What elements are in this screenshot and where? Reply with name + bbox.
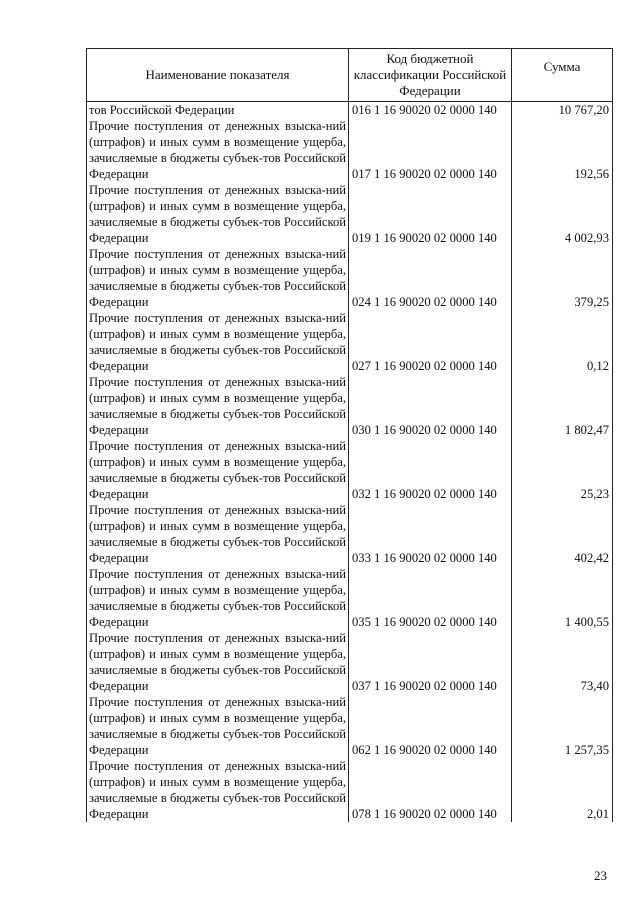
table-body (87, 102, 613, 823)
row-name: Прочие поступления от денежных взыска-ний (штрафов) и иных сумм в возмещение ущерба, зачисляемые в бюджеты субъек-тов Российской Федерации (87, 502, 349, 566)
row-code: 027 1 16 90020 02 0000 140 (349, 310, 512, 374)
table-row (87, 374, 613, 438)
page-number: 23 (594, 868, 607, 883)
row-code: 030 1 16 90020 02 0000 140 (349, 374, 512, 438)
row-code: 032 1 16 90020 02 0000 140 (349, 438, 512, 502)
table-row (87, 102, 613, 119)
row-name: Прочие поступления от денежных взыска-ний (штрафов) и иных сумм в возмещение ущерба, зачисляемые в бюджеты субъек-тов Российской Федерации (87, 310, 349, 374)
header-sum: Сумма (512, 49, 613, 102)
row-code: 024 1 16 90020 02 0000 140 (349, 246, 512, 310)
row-sum: 25,23 (512, 438, 613, 502)
row-code: 016 1 16 90020 02 0000 140 (349, 102, 512, 119)
row-sum: 402,42 (512, 502, 613, 566)
row-code: 033 1 16 90020 02 0000 140 (349, 502, 512, 566)
table-row (87, 630, 613, 694)
table-row (87, 246, 613, 310)
table-row (87, 566, 613, 630)
row-code: 017 1 16 90020 02 0000 140 (349, 118, 512, 182)
budget-table (86, 48, 613, 822)
table-row (87, 310, 613, 374)
row-name: Прочие поступления от денежных взыска-ний (штрафов) и иных сумм в возмещение ущерба, зачисляемые в бюджеты субъек-тов Российской Федерации (87, 758, 349, 822)
header-code: Код бюджетной классификации Российской Федерации (349, 49, 512, 102)
table-row (87, 694, 613, 758)
row-name: Прочие поступления от денежных взыска-ний (штрафов) и иных сумм в возмещение ущерба, зачисляемые в бюджеты субъек-тов Российской Федерации (87, 182, 349, 246)
row-sum: 192,56 (512, 118, 613, 182)
row-sum: 10 767,20 (512, 102, 613, 119)
table-row (87, 438, 613, 502)
row-name: тов Российской Федерации (87, 102, 349, 119)
row-name: Прочие поступления от денежных взыска-ний (штрафов) и иных сумм в возмещение ущерба, зачисляемые в бюджеты субъек-тов Российской Федерации (87, 694, 349, 758)
row-name: Прочие поступления от денежных взыска-ний (штрафов) и иных сумм в возмещение ущерба, зачисляемые в бюджеты субъек-тов Российской Федерации (87, 118, 349, 182)
table-row (87, 502, 613, 566)
row-code: 019 1 16 90020 02 0000 140 (349, 182, 512, 246)
row-name: Прочие поступления от денежных взыска-ний (штрафов) и иных сумм в возмещение ущерба, зачисляемые в бюджеты субъек-тов Российской Федерации (87, 566, 349, 630)
row-code: 078 1 16 90020 02 0000 140 (349, 758, 512, 822)
table-header (87, 49, 613, 102)
row-name: Прочие поступления от денежных взыска-ний (штрафов) и иных сумм в возмещение ущерба, зачисляемые в бюджеты субъек-тов Российской Федерации (87, 246, 349, 310)
row-sum: 1 400,55 (512, 566, 613, 630)
row-sum: 0,12 (512, 310, 613, 374)
table-row (87, 118, 613, 182)
row-name: Прочие поступления от денежных взыска-ний (штрафов) и иных сумм в возмещение ущерба, зачисляемые в бюджеты субъек-тов Российской Федерации (87, 374, 349, 438)
row-name: Прочие поступления от денежных взыска-ний (штрафов) и иных сумм в возмещение ущерба, зачисляемые в бюджеты субъек-тов Российской Федерации (87, 630, 349, 694)
row-code: 037 1 16 90020 02 0000 140 (349, 630, 512, 694)
row-code: 062 1 16 90020 02 0000 140 (349, 694, 512, 758)
row-sum: 1 257,35 (512, 694, 613, 758)
row-code: 035 1 16 90020 02 0000 140 (349, 566, 512, 630)
row-sum: 73,40 (512, 630, 613, 694)
row-sum: 4 002,93 (512, 182, 613, 246)
header-row (87, 49, 613, 102)
header-name: Наименование показателя (87, 49, 349, 102)
table-row (87, 182, 613, 246)
row-sum: 1 802,47 (512, 374, 613, 438)
row-name: Прочие поступления от денежных взыска-ний (штрафов) и иных сумм в возмещение ущерба, зачисляемые в бюджеты субъек-тов Российской Федерации (87, 438, 349, 502)
table-row (87, 758, 613, 822)
row-sum: 379,25 (512, 246, 613, 310)
row-sum: 2,01 (512, 758, 613, 822)
